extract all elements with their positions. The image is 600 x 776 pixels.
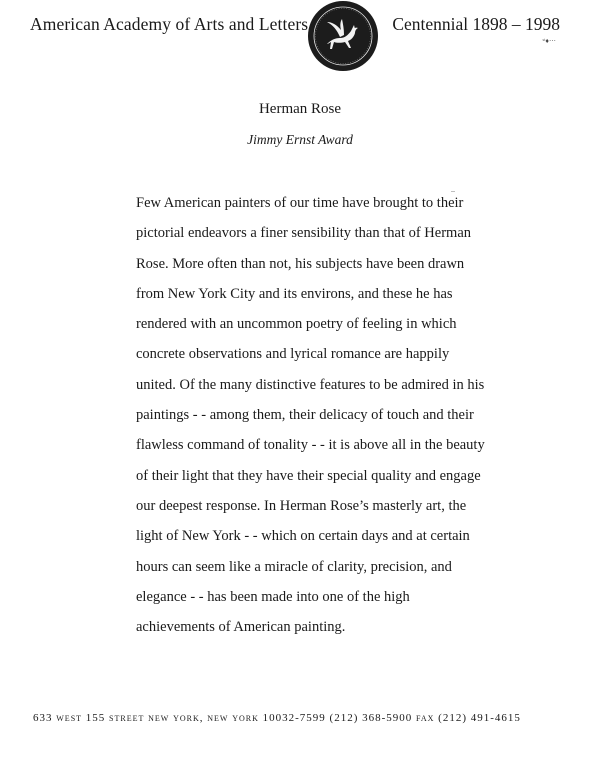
citation-line: of their light that they have their special quality and engage (136, 467, 481, 484)
citation-line: achievements of American painting. (136, 619, 346, 636)
footer-address: 633 west 155 street new york, new york 10032-7599 (212) 368-5900 fax (212) 491-4615 (33, 712, 521, 724)
centennial-label: Centennial 1898 – 1998 (392, 14, 560, 34)
award-name: Jimmy Ernst Award (247, 132, 353, 147)
stray-mark: .. (451, 185, 455, 194)
citation-line: rendered with an uncommon poetry of feeling in which (136, 316, 457, 333)
citation-line: flawless command of tonality - - it is above all in the beauty (136, 437, 485, 454)
organization-name: American Academy of Arts and Letters (30, 14, 309, 34)
citation-line: concrete observations and lyrical romance are happily (136, 346, 450, 363)
header-stamp-mark: ˢᵗ♦··· (542, 37, 556, 45)
citation-body (136, 194, 496, 648)
citation-line: our deepest response. In Herman Rose’s masterly art, the (136, 497, 467, 514)
citation-line: from New York City and its environs, and these he has (136, 285, 453, 302)
citation-line: Few American painters of our time have brought to their (136, 195, 464, 211)
citation-line: elegance - - has been made into one of the high (136, 588, 410, 605)
citation-line: united. Of the many distinctive features to be admired in his (136, 376, 485, 393)
academy-seal-icon (307, 0, 379, 72)
citation-line: hours can seem like a miracle of clarity, precision, and (136, 558, 452, 575)
recipient-name: Herman Rose (258, 101, 342, 117)
citation-line: Rose. More often than not, his subjects have been drawn (136, 255, 465, 272)
citation-line: paintings - - among them, their delicacy of touch and their (136, 407, 474, 424)
citation-line: pictorial endeavors a finer sensibility than that of Herman (136, 225, 472, 242)
citation-line: light of New York - - which on certain days and at certain (136, 528, 470, 545)
